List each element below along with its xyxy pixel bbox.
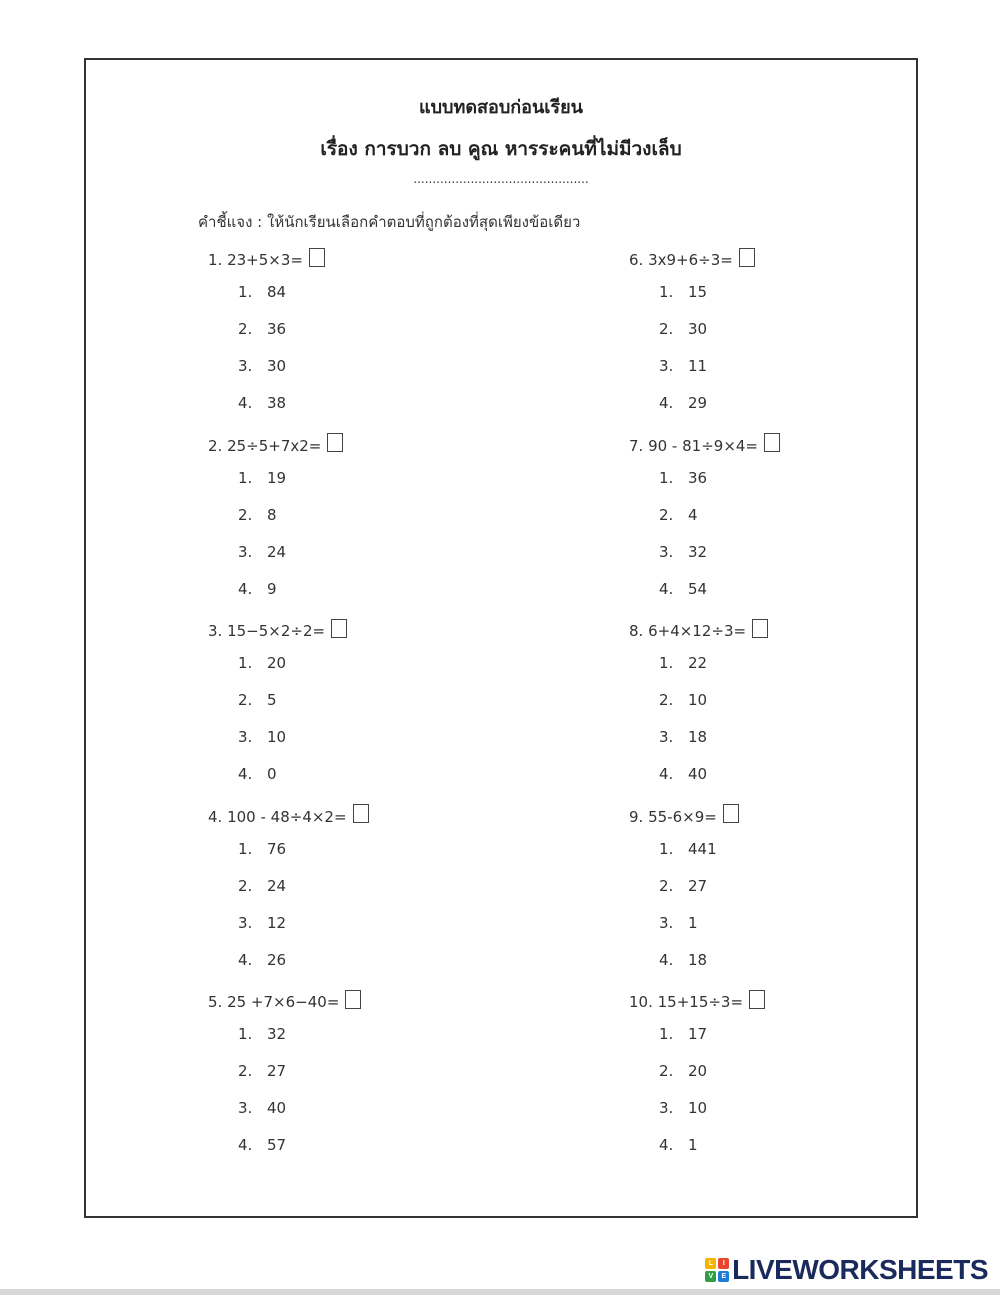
option-number: 2.	[659, 320, 674, 338]
option-value: 29	[688, 394, 708, 412]
answer-option	[629, 756, 780, 793]
name-dotted-line: ..............................................	[413, 172, 589, 186]
option-value: 10	[688, 1099, 708, 1117]
option-number: 3.	[238, 913, 253, 932]
option-number: 3.	[659, 728, 674, 746]
answer-option	[629, 497, 780, 534]
option-value: 1	[688, 913, 698, 932]
question-text: 1. 23+5×3=	[208, 251, 303, 269]
answer-option	[208, 534, 369, 571]
option-number: 1.	[659, 468, 674, 487]
option-number: 2.	[238, 876, 253, 895]
option-number: 3.	[659, 1099, 674, 1117]
brand-name: LIVEWORKSHEETS	[732, 1254, 988, 1285]
option-value: 11	[688, 357, 708, 375]
worksheet-frame	[84, 58, 918, 1218]
answer-option	[629, 348, 780, 385]
option-value: 17	[688, 1025, 708, 1043]
option-number: 2.	[238, 1062, 253, 1080]
answer-option	[208, 385, 369, 422]
answer-option	[629, 311, 780, 348]
brand-logo-tile: L	[705, 1258, 716, 1269]
answer-option	[629, 534, 780, 571]
question-text-row	[208, 803, 369, 831]
answer-option	[208, 868, 369, 905]
option-number: 4.	[238, 394, 253, 412]
option-number: 4.	[238, 1136, 253, 1154]
question-text-row	[629, 617, 780, 645]
question-text-row	[208, 246, 369, 274]
option-number: 3.	[238, 728, 253, 746]
question-text: 2. 25÷5+7x2=	[208, 436, 322, 455]
answer-box[interactable]	[723, 804, 739, 823]
question-1	[208, 246, 369, 432]
answer-box[interactable]	[764, 433, 780, 452]
option-value: 84	[267, 283, 287, 301]
question-text-row	[629, 988, 780, 1016]
option-value: 32	[688, 542, 708, 561]
option-number: 4.	[238, 579, 253, 598]
answer-box[interactable]	[739, 248, 755, 267]
question-text: 9. 55-6×9=	[629, 807, 717, 826]
option-number: 2.	[238, 505, 253, 524]
brand-logo-tile: E	[718, 1271, 729, 1282]
option-number: 4.	[659, 765, 674, 783]
brand-logo-tile: V	[705, 1271, 716, 1282]
answer-option	[208, 645, 369, 682]
option-number: 1.	[659, 839, 674, 858]
question-text: 3. 15−5×2÷2=	[208, 622, 326, 640]
option-number: 2.	[659, 876, 674, 895]
option-value: 40	[688, 765, 708, 783]
answer-option	[629, 905, 780, 942]
option-value: 26	[267, 950, 287, 969]
option-number: 1.	[659, 654, 674, 672]
liveworksheets-logo[interactable]	[705, 1254, 988, 1286]
option-number: 2.	[659, 691, 674, 709]
answer-box[interactable]	[353, 804, 369, 823]
answer-option	[629, 868, 780, 905]
answer-option	[208, 756, 369, 793]
option-number: 4.	[238, 765, 253, 783]
option-value: 76	[267, 839, 287, 858]
question-text-row	[629, 432, 780, 460]
option-number: 4.	[659, 579, 674, 598]
answer-box[interactable]	[752, 619, 768, 638]
option-value: 27	[688, 876, 708, 895]
question-text: 7. 90 - 81÷9×4=	[629, 436, 758, 455]
option-value: 441	[688, 839, 717, 858]
answer-option	[629, 942, 780, 979]
option-number: 1.	[238, 1025, 253, 1043]
option-number: 2.	[659, 1062, 674, 1080]
option-value: 4	[688, 505, 698, 524]
question-text: 10. 15+15÷3=	[629, 993, 744, 1011]
questions-left-column	[208, 246, 369, 1174]
option-value: 24	[267, 542, 287, 561]
option-number: 1.	[238, 654, 253, 672]
option-value: 57	[267, 1136, 287, 1154]
answer-option	[208, 1053, 369, 1090]
option-value: 1	[688, 1136, 698, 1154]
option-number: 3.	[659, 542, 674, 561]
option-value: 15	[688, 283, 708, 301]
question-2	[208, 432, 369, 618]
answer-box[interactable]	[749, 990, 765, 1009]
question-text-row	[208, 432, 369, 460]
question-3	[208, 617, 369, 803]
answer-option	[629, 1090, 780, 1127]
brand-logo-icon	[705, 1258, 729, 1282]
question-text: 5. 25 +7×6−40=	[208, 993, 340, 1011]
option-number: 2.	[238, 691, 253, 709]
answer-option	[208, 831, 369, 868]
answer-box[interactable]	[345, 990, 361, 1009]
option-value: 5	[267, 691, 277, 709]
question-6	[629, 246, 780, 432]
answer-option	[208, 1016, 369, 1053]
answer-option	[629, 274, 780, 311]
option-value: 36	[688, 468, 708, 487]
option-number: 2.	[238, 320, 253, 338]
option-value: 38	[267, 394, 287, 412]
question-text: 8. 6+4×12÷3=	[629, 622, 747, 640]
option-value: 8	[267, 505, 277, 524]
answer-option	[629, 645, 780, 682]
option-number: 4.	[238, 950, 253, 969]
option-number: 2.	[659, 505, 674, 524]
option-number: 1.	[238, 468, 253, 487]
answer-option	[208, 571, 369, 608]
answer-option	[629, 571, 780, 608]
answer-option	[208, 1090, 369, 1127]
answer-option	[208, 1127, 369, 1164]
instructions: คำชี้แจง : ให้นักเรียนเลือกคำตอบที่ถูกต้องที่สุดเพียงข้อเดียว	[198, 213, 581, 231]
answer-box[interactable]	[309, 248, 325, 267]
option-number: 1.	[238, 283, 253, 301]
question-text-row	[208, 617, 369, 645]
answer-option	[208, 348, 369, 385]
option-value: 54	[688, 579, 708, 598]
answer-option	[208, 682, 369, 719]
option-number: 1.	[238, 839, 253, 858]
answer-option	[629, 719, 780, 756]
option-number: 3.	[659, 357, 674, 375]
question-9	[629, 803, 780, 989]
answer-option	[208, 274, 369, 311]
answer-option	[208, 719, 369, 756]
option-value: 18	[688, 728, 708, 746]
answer-option	[629, 385, 780, 422]
option-value: 12	[267, 913, 287, 932]
answer-option	[208, 497, 369, 534]
answer-option	[208, 311, 369, 348]
answer-option	[629, 682, 780, 719]
worksheet-subtitle: เรื่อง การบวก ลบ คูณ หารระคนที่ไม่มีวงเล็บ	[320, 138, 682, 160]
option-value: 19	[267, 468, 287, 487]
option-value: 18	[688, 950, 708, 969]
option-value: 32	[267, 1025, 287, 1043]
brand-logo-tile: I	[718, 1258, 729, 1269]
question-text-row	[629, 803, 780, 831]
option-number: 4.	[659, 950, 674, 969]
answer-option	[208, 905, 369, 942]
option-value: 36	[267, 320, 287, 338]
questions-right-column	[629, 246, 780, 1174]
option-value: 22	[688, 654, 708, 672]
option-number: 3.	[238, 1099, 253, 1117]
answer-option	[629, 1016, 780, 1053]
option-value: 30	[688, 320, 708, 338]
answer-box[interactable]	[331, 619, 347, 638]
option-value: 10	[688, 691, 708, 709]
option-value: 40	[267, 1099, 287, 1117]
answer-option	[208, 942, 369, 979]
question-8	[629, 617, 780, 803]
question-text-row	[629, 246, 780, 274]
answer-option	[629, 1127, 780, 1164]
option-number: 1.	[659, 283, 674, 301]
question-5	[208, 988, 369, 1174]
question-10	[629, 988, 780, 1174]
option-value: 27	[267, 1062, 287, 1080]
option-number: 3.	[659, 913, 674, 932]
answer-option	[208, 460, 369, 497]
option-value: 0	[267, 765, 277, 783]
answer-option	[629, 831, 780, 868]
question-text-row	[208, 988, 369, 1016]
option-number: 1.	[659, 1025, 674, 1043]
question-7	[629, 432, 780, 618]
answer-box[interactable]	[327, 433, 343, 452]
option-number: 3.	[238, 357, 253, 375]
question-4	[208, 803, 369, 989]
option-number: 4.	[659, 394, 674, 412]
worksheet-title: แบบทดสอบก่อนเรียน	[419, 97, 583, 118]
answer-option	[629, 460, 780, 497]
question-text: 6. 3x9+6÷3=	[629, 251, 733, 269]
option-value: 20	[688, 1062, 708, 1080]
option-value: 10	[267, 728, 287, 746]
option-value: 24	[267, 876, 287, 895]
option-value: 30	[267, 357, 287, 375]
bottom-bar	[0, 1289, 1000, 1295]
option-value: 9	[267, 579, 277, 598]
option-value: 20	[267, 654, 287, 672]
answer-option	[629, 1053, 780, 1090]
option-number: 4.	[659, 1136, 674, 1154]
question-text: 4. 100 - 48÷4×2=	[208, 807, 347, 826]
option-number: 3.	[238, 542, 253, 561]
